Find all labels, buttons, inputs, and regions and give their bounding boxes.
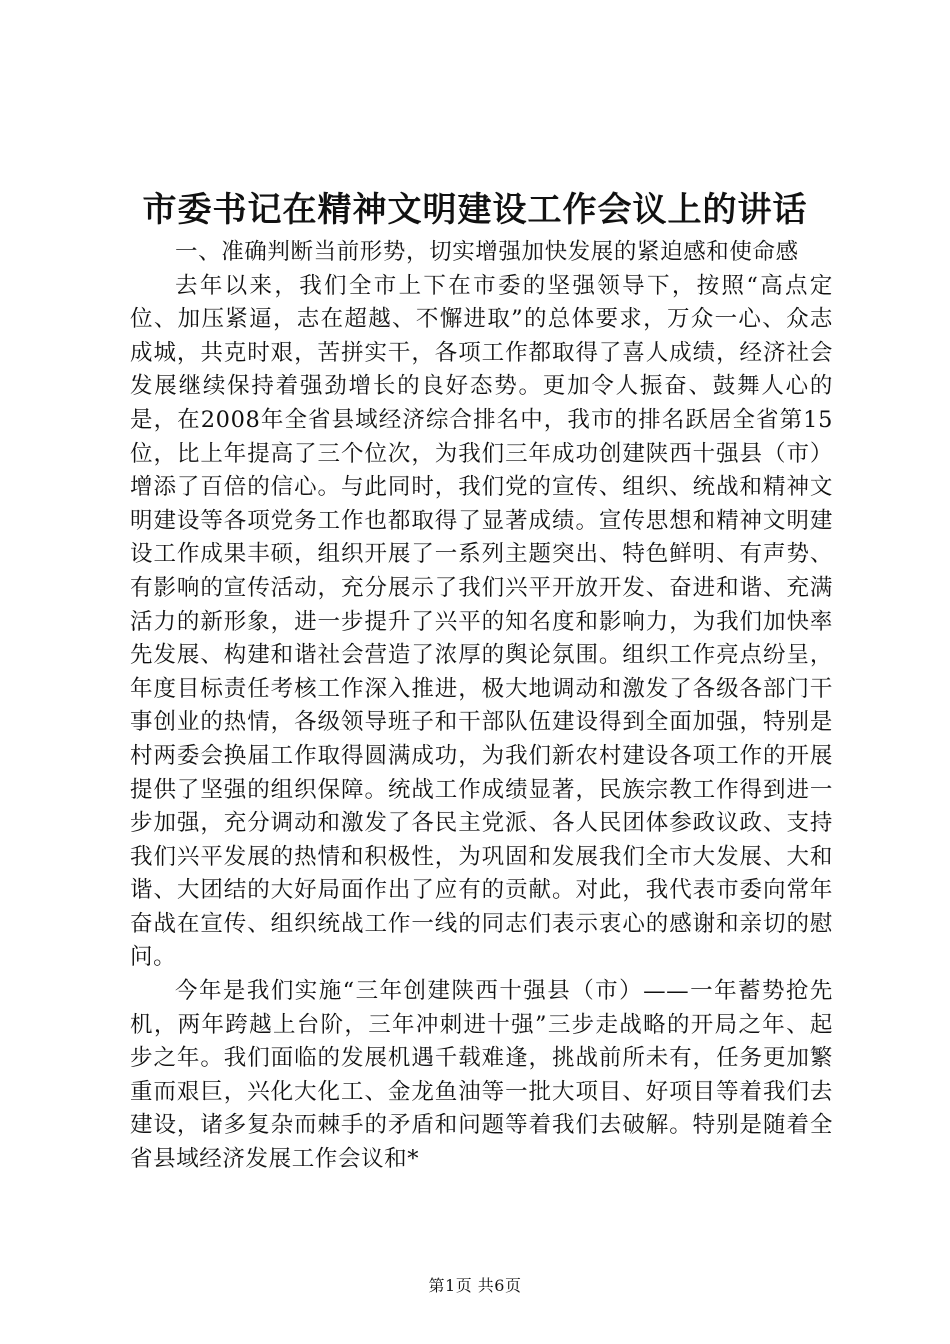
section-heading: 一、准确判断当前形势，切实增强加快发展的紧迫感和使命感 [175,239,799,265]
page-footer: 第1页 共6页 [428,1276,522,1295]
body-paragraph: 今年是我们实施“三年创建陕西十强县（市）——一年蓄势抢先机，两年跨越上台阶，三年冲刺进十强”三步走战略的开局之年、起步之年。我们面临的发展机遇千载难逢，挑战前所未有，任务更加繁重而艰巨，兴化大化工、金龙鱼油等一批大项目、好项目等着我们去建设，诸多复杂而棘手的矛盾和问题等着我们去破解。特别是随着全省县域经济发展工作会议和* [130,978,833,1173]
document-title: 市委书记在精神文明建设工作会议上的讲话 [142,190,808,230]
document-body [130,236,833,1177]
body-paragraph: 去年以来，我们全市上下在市委的坚强领导下，按照“高点定位、加压紧逼，志在超越、不懈进取”的总体要求，万众一心、众志成城，共克时艰，苦拼实干，各项工作都取得了喜人成绩，经济社会发展继续保持着强劲增长的良好态势。更加令人振奋、鼓舞人心的是，在2008年全省县域经济综合排名中，我市的排名跃居全省第15位，比上年提高了三个位次，为我们三年成功创建陕西十强县（市）增添了百倍的信心。与此同时，我们党的宣传、组织、统战和精神文明建设等各项党务工作也都取得了显著成绩。宣传思想和精神文明建设工作成果丰硕，组织开展了一系列主题突出、特色鲜明、有声势、有影响的宣传活动，充分展示了我们兴平开放开发、奋进和谐、充满活力的新形象，进一步提升了兴平的知名度和影响力，为我们加快率先发展、构建和谐社会营造了浓厚的舆论氛围。组织工作亮点纷呈，年度目标责任考核工作深入推进，极大地调动和激发了各级各部门干事创业的热情，各级领导班子和干部队伍建设得到全面加强，特别是村两委会换届工作取得圆满成功，为我们新农村建设各项工作的开展提供了坚强的组织保障。统战工作成绩显著，民族宗教工作得到进一步加强，充分调动和激发了各民主党派、各人民团体参政议政、支持我们兴平发展的热情和积极性，为巩固和发展我们全市大发展、大和谐、大团结的大好局面作出了应有的贡献。对此，我代表市委向常年奋战在宣传、组织统战工作一线的同志们表示衷心的感谢和亲切的慰问。 [130,272,833,971]
